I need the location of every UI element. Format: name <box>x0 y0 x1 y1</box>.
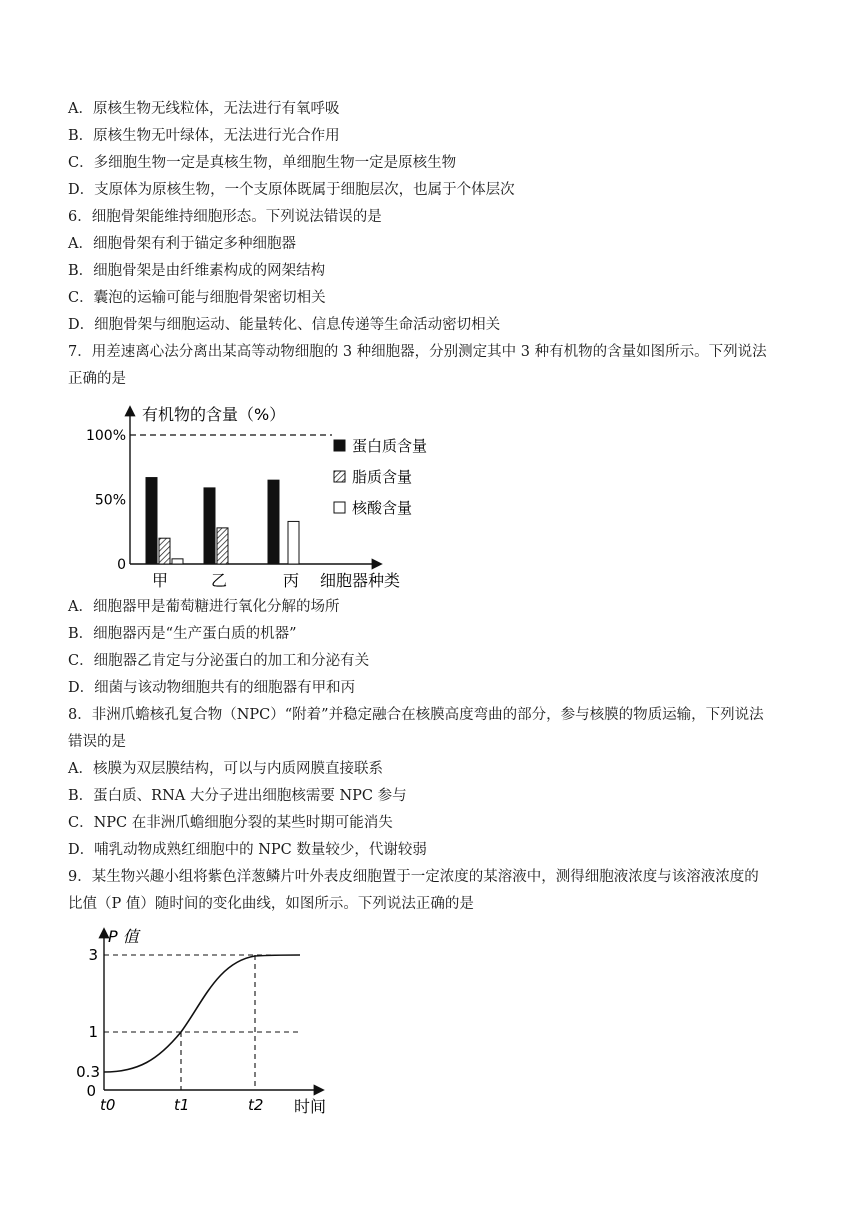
line-chart-y-tick-0: 0 <box>86 1082 96 1100</box>
line-chart-x-tick-t2: t2 <box>248 1096 264 1114</box>
bar-丙-核酸含量 <box>288 521 299 564</box>
q7-option-c: C．细胞器乙肯定与分泌蛋白的加工和分泌有关 <box>68 653 370 669</box>
p-value-line-chart <box>68 922 348 1118</box>
bar-甲-核酸含量 <box>172 559 183 564</box>
bar-chart-category-bing: 丙 <box>282 571 300 590</box>
q7-stem-line2: 正确的是 <box>68 371 126 387</box>
bar-chart-y-tick-100: 100% <box>85 428 126 444</box>
line-chart-x-tick-t1: t1 <box>174 1096 190 1114</box>
q5-option-b: B．原核生物无叶绿体，无法进行光合作用 <box>68 128 340 144</box>
q7-option-d: D．细菌与该动物细胞共有的细胞器有甲和丙 <box>68 680 356 696</box>
organelle-bar-chart <box>80 398 460 590</box>
bar-乙-蛋白质含量 <box>204 488 215 564</box>
bar-chart-y-tick-0: 0 <box>117 557 126 573</box>
q8-stem-line2: 错误的是 <box>68 734 126 750</box>
bar-chart-y-axis-label: 有机物的含量（%） <box>142 405 286 424</box>
q7-option-a: A．细胞器甲是葡萄糖进行氧化分解的场所 <box>68 599 340 615</box>
p-value-curve <box>104 955 300 1072</box>
legend-protein-label: 蛋白质含量 <box>352 437 428 455</box>
q6-option-c: C．囊泡的运输可能与细胞骨架密切相关 <box>68 290 326 306</box>
line-chart-y-tick-3: 3 <box>88 946 98 964</box>
bar-丙-蛋白质含量 <box>268 480 279 564</box>
q9-stem-line1: 9．某生物兴趣小组将紫色洋葱鳞片叶外表皮细胞置于一定浓度的某溶液中，测得细胞液浓度与该溶液浓度的 <box>68 869 759 885</box>
q8-stem-line1: 8．非洲爪蟾核孔复合物（NPC）“附着”并稳定融合在核膜高度弯曲的部分，参与核膜的物质运输，下列说法 <box>68 707 764 723</box>
q8-option-c: C．NPC 在非洲爪蟾细胞分裂的某些时期可能消失 <box>68 815 393 831</box>
bar-chart-y-tick-50: 50% <box>94 492 126 509</box>
q6-option-d: D．细胞骨架与细胞运动、能量转化、信息传递等生命活动密切相关 <box>68 317 501 333</box>
q8-option-d: D．哺乳动物成熟红细胞中的 NPC 数量较少，代谢较弱 <box>68 842 427 858</box>
q6-stem: 6．细胞骨架能维持细胞形态。下列说法错误的是 <box>68 209 382 225</box>
line-chart-y-tick-1: 1 <box>88 1023 98 1041</box>
q9-stem-line2: 比值（P 值）随时间的变化曲线，如图所示。下列说法正确的是 <box>68 896 474 912</box>
q5-option-d: D．支原体为原核生物，一个支原体既属于细胞层次，也属于个体层次 <box>68 182 515 198</box>
line-chart-x-axis-label: 时间 <box>294 1097 327 1116</box>
q7-stem-line1: 7．用差速离心法分离出某高等动物细胞的 3 种细胞器，分别测定其中 3 种有机物的含量如图所示。下列说法 <box>68 344 767 360</box>
legend-nucleic-acid-swatch <box>334 502 345 513</box>
q5-option-a: A．原核生物无线粒体，无法进行有氧呼吸 <box>68 101 340 117</box>
line-chart-y-axis-label: P 值 <box>108 927 139 946</box>
q7-option-b: B．细胞器丙是“生产蛋白质的机器” <box>68 626 297 642</box>
legend-lipid-label: 脂质含量 <box>352 468 413 486</box>
bar-chart-category-jia: 甲 <box>151 571 169 590</box>
bar-甲-脂质含量 <box>159 538 170 564</box>
q8-option-a: A．核膜为双层膜结构，可以与内质网膜直接联系 <box>68 761 383 777</box>
bar-乙-脂质含量 <box>217 528 228 564</box>
line-chart-x-tick-t0: t0 <box>100 1096 116 1114</box>
bar-chart-x-axis-label: 细胞器种类 <box>320 571 401 590</box>
line-chart-y-tick-0.3: 0.3 <box>76 1063 100 1081</box>
legend-nucleic-acid-label: 核酸含量 <box>352 499 413 517</box>
bar-chart-category-yi: 乙 <box>210 571 228 590</box>
q6-option-b: B．细胞骨架是由纤维素构成的网架结构 <box>68 263 326 279</box>
q5-option-c: C．多细胞生物一定是真核生物，单细胞生物一定是原核生物 <box>68 155 457 171</box>
bar-甲-蛋白质含量 <box>146 478 157 564</box>
q6-option-a: A．细胞骨架有利于锚定多种细胞器 <box>68 236 296 252</box>
legend-protein-swatch <box>334 440 345 451</box>
q8-option-b: B．蛋白质、RNA 大分子进出细胞核需要 NPC 参与 <box>68 788 407 804</box>
legend-lipid-swatch <box>334 471 345 482</box>
